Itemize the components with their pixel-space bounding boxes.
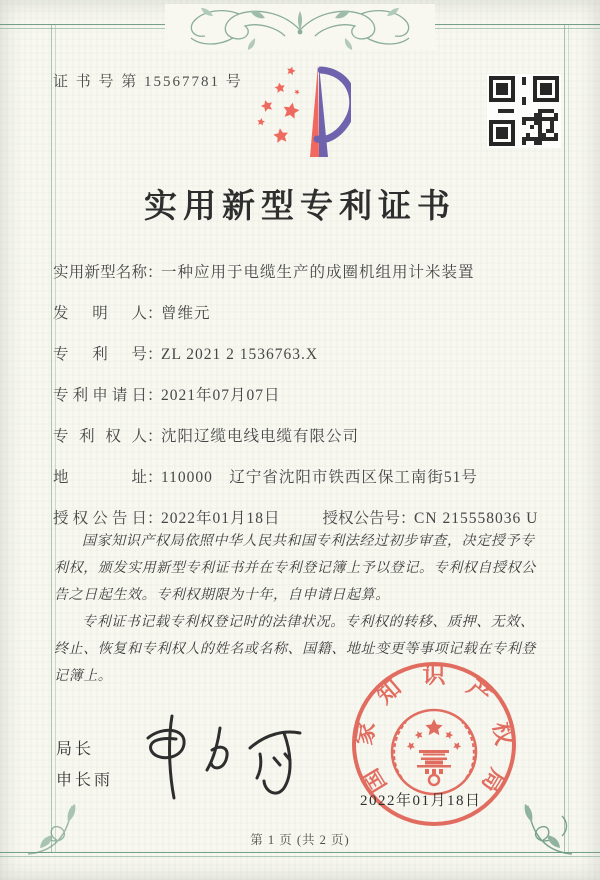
field-value: 2022年01月18日: [161, 510, 281, 527]
field-label: 专利号: [53, 346, 147, 363]
cnipa-logo-icon: [251, 58, 351, 162]
field-label: 授权公告日: [53, 510, 147, 527]
field-colon: ：: [400, 510, 416, 527]
frame-right-line: [564, 25, 569, 853]
legal-paragraph: 专利证书记载专利权登记时的法律状况。专利权的转移、质押、无效、终止、恢复和专利权人的姓名或名称、国籍、地址变更等事项记载在专利登记簿上。: [54, 615, 536, 684]
field-label: 专利权人: [53, 428, 147, 445]
field-value: CN 215558036 U: [414, 510, 539, 527]
field-colon: ：: [147, 428, 163, 445]
qr-code-icon: [487, 74, 561, 148]
field-label: 地址: [53, 469, 147, 486]
field-row: [53, 383, 553, 409]
field-label: 授权公告号: [322, 510, 401, 527]
seal-date: 2022年01月18日: [360, 793, 482, 809]
field-value: 曾维元: [161, 305, 211, 322]
field-colon: ：: [147, 264, 163, 281]
qr-finder-icon: [533, 76, 559, 102]
field-label: 发明人: [53, 305, 147, 322]
field-row: [53, 424, 553, 450]
handwritten-signature-icon: [132, 708, 342, 806]
officer-title: 局长: [56, 741, 95, 758]
field-value: ZL 2021 2 1536763.X: [161, 346, 319, 363]
field-row: [53, 465, 553, 491]
corner-flourish-icon: [518, 792, 576, 858]
field-label: 专利申请日: [53, 387, 147, 404]
page-number: 第 1 页 (共 2 页): [250, 833, 350, 847]
certificate-number: 证 书 号 第 15567781 号: [53, 74, 243, 90]
field-row: [53, 342, 553, 368]
field-label: 实用新型名称: [53, 264, 147, 281]
seal-text: 国家知识产权局: [351, 662, 517, 797]
field-colon: ：: [147, 346, 163, 363]
field-colon: ：: [147, 305, 163, 322]
frame-bottom-line: [0, 852, 600, 857]
field-row: [53, 260, 553, 286]
certificate-title: 实用新型专利证书: [144, 189, 456, 225]
field-colon: ：: [147, 469, 163, 486]
floral-flourish-icon: [165, 4, 435, 50]
officer-block: [56, 734, 113, 796]
officer-name: 申长雨: [56, 772, 114, 789]
field-colon: ：: [147, 510, 163, 527]
field-colon: ：: [147, 387, 163, 404]
qr-finder-icon: [489, 76, 515, 102]
legal-paragraph: 国家知识产权局依照中华人民共和国专利法经过初步审查，决定授予专利权，颁发实用新型专利证书并在专利登记簿上予以登记。专利权自授权公告之日起生效。专利权期限为十年，自申请日起算。: [54, 534, 536, 603]
field-value: 2021年07月07日: [161, 387, 281, 404]
field-value: 沈阳辽缆电线电缆有限公司: [161, 428, 360, 445]
field-row: [53, 301, 553, 327]
field-value: 110000 辽宁省沈阳市铁西区保工南街51号: [161, 469, 478, 486]
qr-finder-icon: [489, 120, 515, 146]
corner-flourish-icon: [24, 792, 82, 858]
field-value: 一种应用于电缆生产的成圈机组用计米装置: [161, 264, 475, 281]
certificate-fields: [53, 260, 553, 547]
